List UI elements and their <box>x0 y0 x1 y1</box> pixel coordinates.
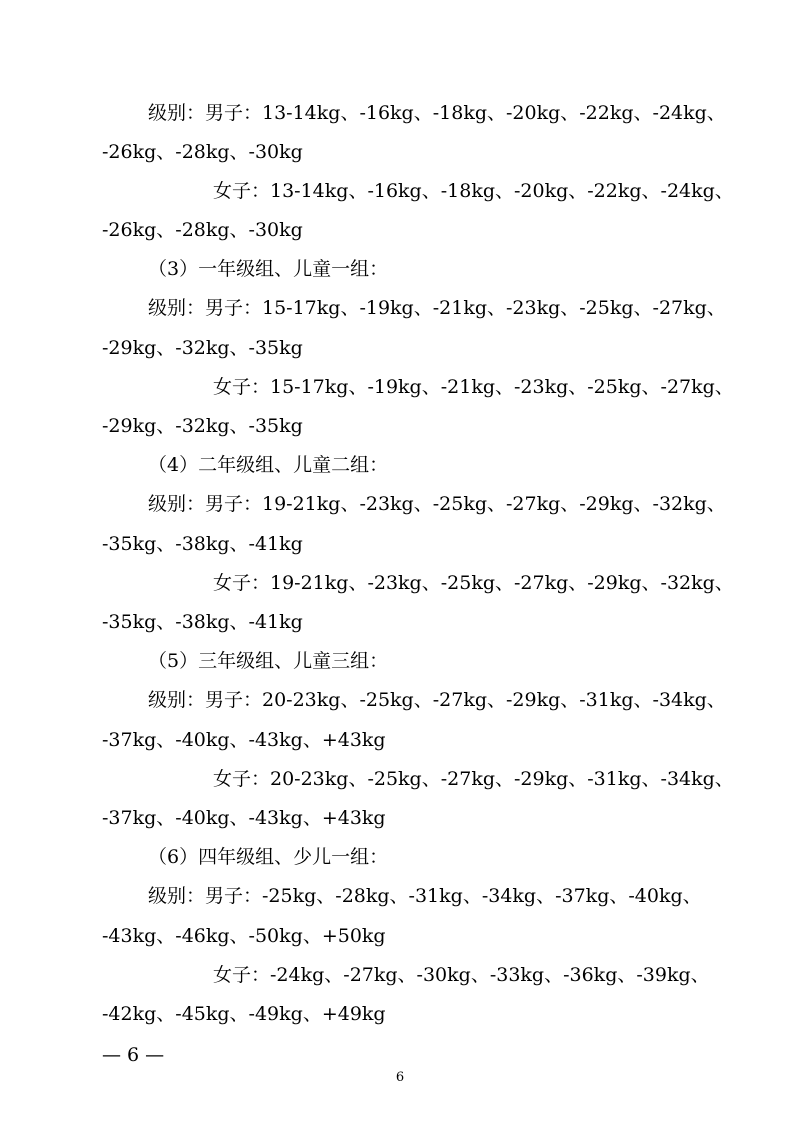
section-heading: （4）二年级组、儿童二组： <box>148 454 389 476</box>
text-line: -29kg、-32kg、-35kg <box>102 337 303 359</box>
section-heading: （5）三年级组、儿童三组： <box>148 650 389 672</box>
section-heading: （6）四年级组、少儿一组： <box>148 846 389 868</box>
page-footer-number: — 6 — <box>102 1044 165 1066</box>
text-line: -37kg、-40kg、-43kg、+43kg <box>102 807 386 829</box>
text-line: 级别：男子：-25kg、-28kg、-31kg、-34kg、-37kg、-40kg、 <box>148 885 702 907</box>
text-line: 级别：男子：20-23kg、-25kg、-27kg、-29kg、-31kg、-34kg、 <box>148 689 726 711</box>
page-number: 6 <box>395 1070 405 1085</box>
text-line: 女子：20-23kg、-25kg、-27kg、-29kg、-31kg、-34kg、 <box>213 768 734 790</box>
text-line: -35kg、-38kg、-41kg <box>102 611 303 633</box>
text-line: 级别：男子：13-14kg、-16kg、-18kg、-20kg、-22kg、-24kg、 <box>148 102 726 124</box>
text-line: 级别：男子：19-21kg、-23kg、-25kg、-27kg、-29kg、-32kg、 <box>148 493 726 515</box>
text-line: -35kg、-38kg、-41kg <box>102 533 303 555</box>
text-line: 女子：19-21kg、-23kg、-25kg、-27kg、-29kg、-32kg、 <box>213 572 734 594</box>
text-line: 女子：-24kg、-27kg、-30kg、-33kg、-36kg、-39kg、 <box>213 964 710 986</box>
text-line: 女子：13-14kg、-16kg、-18kg、-20kg、-22kg、-24kg、 <box>213 180 734 202</box>
section-heading: （3）一年级组、儿童一组： <box>148 258 389 280</box>
text-line: -26kg、-28kg、-30kg <box>102 219 303 241</box>
text-line: -42kg、-45kg、-49kg、+49kg <box>102 1003 386 1025</box>
text-line: -37kg、-40kg、-43kg、+43kg <box>102 729 386 751</box>
text-line: 女子：15-17kg、-19kg、-21kg、-23kg、-25kg、-27kg、 <box>213 376 734 398</box>
text-line: -43kg、-46kg、-50kg、+50kg <box>102 925 386 947</box>
text-line: -26kg、-28kg、-30kg <box>102 141 303 163</box>
text-line: 级别：男子：15-17kg、-19kg、-21kg、-23kg、-25kg、-27kg、 <box>148 297 726 319</box>
text-line: -29kg、-32kg、-35kg <box>102 415 303 437</box>
